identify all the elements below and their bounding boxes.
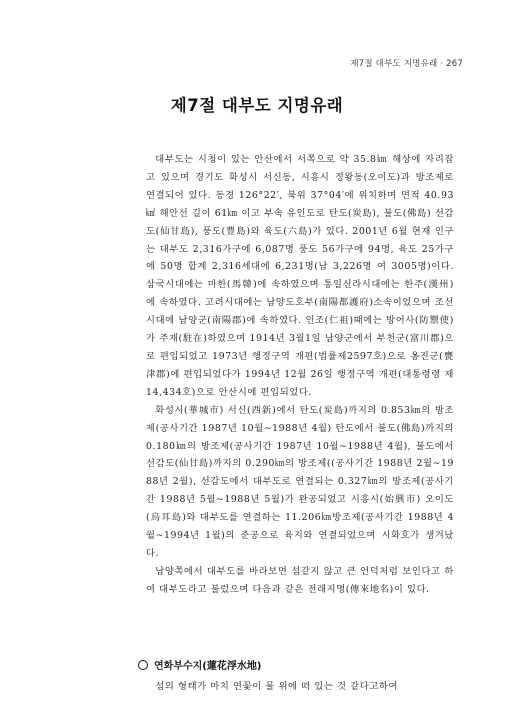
running-head: 제7절 대부도 지명유래 · 267	[350, 59, 463, 69]
body-text	[146, 151, 454, 599]
subsection-title: 연화부수지(蓮花浮水地)	[154, 661, 262, 672]
continuation-text: 섬의 형태가 마치 연꽃이 물 위에 떠 있는 것 같다고하여	[155, 681, 399, 692]
subsection-heading	[138, 657, 261, 672]
paragraph: 화성시(華城市) 서신(西新)에서 탄도(炭島)까지의 0.853㎞의 방조제(공사기간 1987년 10월∼1988년 4월) 탄도에서 불도(佛島)까지의 0.180㎞의 방조제(공사기간 1987년 10월∼1988년 4월), 불도에서 선감도(仙甘島)까지의 0.290㎞의 방조제((공사기간 1988년 2월∼1988년 2월), 선감도에서 대부도로 연결되는 0.327㎞의 방조제(공사기간 1988년 5월∼1988년 5월)가 완공되었고 시흥시(始興市) 오이도(烏耳島)와 대부도를 연결하는 11.206㎞방조제(공사기간 1988년 4월∼1994년 1월)의 준공으로 육지와 연결되었으며 시화호가 생겨났다.	[146, 404, 454, 559]
paragraph: 대부도는 시청이 있는 안산에서 서쪽으로 약 35.8㎞ 해상에 자리잡고 있으며 경기도 화성시 서신동, 시흥시 정왕동(오이도)과 방조제로 연결되어 있다. 동경 126°22′, 북위 37°04′에 위치하며 면적 40.93㎢ 해안선 길이 61㎞ 이고 부속 유인도로 탄도(炭島), 불도(佛島) 선감도(仙甘島), 풍도(豊島)와 육도(六島)가 있다. 2001년 6월 현재 인구는 대부도 2,316가구에 6,087명 풍도 56가구에 94명, 육도 25가구에 50명 합계 2,316세대에 6,231명(남 3,226명 여 3005명)이다. 삼국시대에는 마한(馬韓)에 속하였으며 통일신라시대에는 한주(漢州)에 속하였다. 고려시대에는 남양도호부(南陽都護府)소속이었으며 조선시대에 남양군(南陽郡)에 속하였다. 인조(仁祖)때에는 방어사(防禦使)가 주재(駐在)하였으며 1914년 3월1일 남양군에서 부천군(富川郡)으로 편입되었고 1973년 행정구역 개편(법률제2597호)으로 옹진군(甕津郡)에 편입되었다가 1994년 12월 26일 행정구역 개편(대통령령 제14,434호)으로 안산시에 편입되었다.	[146, 154, 454, 398]
circle-bullet-icon	[138, 660, 148, 670]
paragraph: 남양쪽에서 대부도를 바라보면 섬같지 않고 큰 언덕처럼 보인다고 하여 대부도라고 불렀으며 다음과 같은 전래지명(傳來地名)이 있다.	[146, 565, 454, 595]
page-title: 제7절 대부도 지명유래	[170, 96, 344, 115]
